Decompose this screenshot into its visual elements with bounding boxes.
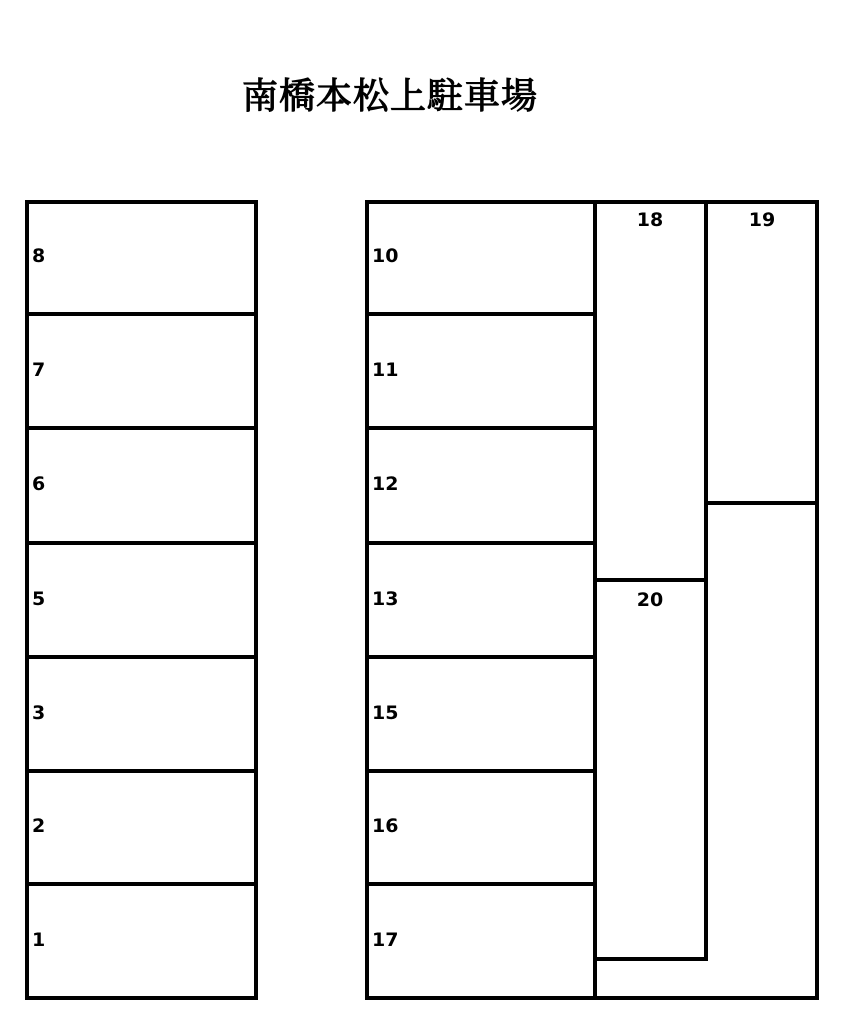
stall-15[interactable]: [367, 657, 595, 771]
stall-number: 8: [32, 245, 46, 267]
stall-number: 20: [636, 589, 664, 611]
stall-number: 19: [748, 209, 776, 231]
stall-12[interactable]: [367, 428, 595, 543]
stall-number: 18: [636, 209, 664, 231]
stall-number: 16: [372, 815, 399, 837]
stall-20[interactable]: [595, 580, 706, 959]
stall-number: 15: [372, 702, 399, 724]
stall-number: 10: [372, 245, 399, 267]
stall-number: 3: [32, 702, 46, 724]
stall-10[interactable]: [367, 202, 595, 314]
stall-number: 2: [32, 815, 46, 837]
stall-number: 7: [32, 359, 46, 381]
stall-number: 11: [372, 359, 399, 381]
stall-number: 1: [32, 929, 46, 951]
stall-number: 5: [32, 588, 46, 610]
stall-8[interactable]: [27, 202, 256, 314]
stall-number: 6: [32, 473, 46, 495]
stall-number: 12: [372, 473, 399, 495]
stall-3[interactable]: [27, 657, 256, 771]
stall-18[interactable]: [595, 202, 706, 580]
stall-number: 17: [372, 929, 399, 951]
stall-number: 13: [372, 588, 399, 610]
stall-6[interactable]: [27, 428, 256, 543]
stall-5[interactable]: [27, 543, 256, 657]
parking-lot-title: 南橋本松上駐車場: [241, 76, 538, 117]
stall-13[interactable]: [367, 543, 595, 657]
stall-11[interactable]: [367, 314, 595, 428]
stall-7[interactable]: [27, 314, 256, 428]
stall-19[interactable]: [706, 202, 817, 503]
stall-16[interactable]: [367, 771, 595, 884]
stall-1[interactable]: [27, 884, 256, 998]
stall-2[interactable]: [27, 771, 256, 884]
stall-17[interactable]: [367, 884, 595, 998]
